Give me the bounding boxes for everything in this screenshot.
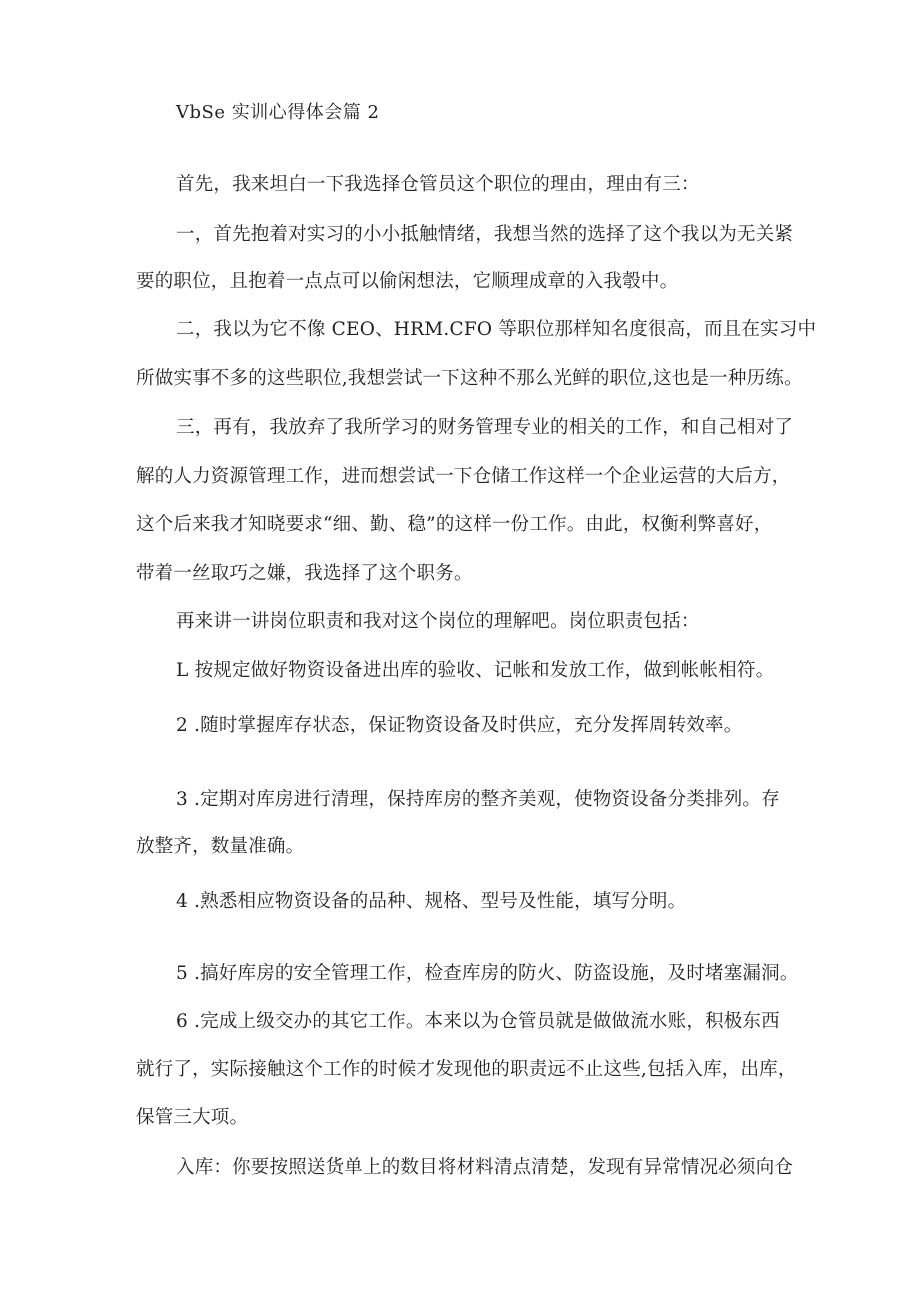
paragraph-line: 就行了，实际接触这个工作的时候才发现他的职责远不止这些,包括入库，出库， [136, 1059, 797, 1080]
paragraph-line: 解的人力资源管理工作，进而想尝试一下仓储工作这样一个企业运营的大后方， [136, 466, 791, 487]
list-item: 3 .定期对库房进行清理，保持库房的整齐美观，使物资设备分类排列。存 [176, 789, 780, 810]
paragraph-line: 一，首先抱着对实习的小小抵触情绪，我想当然的选择了这个我以为无关紧 [176, 224, 794, 245]
paragraph-line: 要的职位，且抱着一点点可以偷闲想法，它顺理成章的入我彀中。 [136, 271, 679, 292]
list-item: 4 .熟悉相应物资设备的品种、规格、型号及性能，填写分明。 [176, 891, 687, 912]
paragraph-line: 二，我以为它不像 CEO、HRM.CFO 等职位那样知名度很高，而且在实习中 [176, 319, 817, 340]
paragraph-line: 入库：你要按照送货单上的数目将材料清点清楚，发现有异常情况必须向仓 [176, 1157, 794, 1178]
list-item: L 按规定做好物资设备进出库的验收、记帐和发放工作，做到帐帐相符。 [176, 660, 775, 681]
paragraph-line: 再来讲一讲岗位职责和我对这个岗位的理解吧。岗位职责包括： [176, 611, 700, 632]
paragraph-line: 首先，我来坦白一下我选择仓管员这个职位的理由，理由有三： [176, 174, 700, 195]
paragraph-line: 这个后来我才知晓要求“细、勤、稳”的这样一份工作。由此，权衡利弊喜好， [136, 514, 773, 535]
paragraph-line: 带着一丝取巧之嫌，我选择了这个职务。 [136, 563, 473, 584]
document-title: VbSe 实训心得体会篇 2 [176, 102, 380, 123]
paragraph-line: 所做实事不多的这些职位,我想尝试一下这种不那么光鲜的职位,这也是一种历练。 [136, 368, 803, 389]
list-item: 5 .搞好库房的安全管理工作，检查库房的防火、防盗设施，及时堵塞漏洞。 [176, 963, 799, 984]
paragraph-line: 三，再有，我放弃了我所学习的财务管理专业的相关的工作，和自己相对了 [176, 417, 794, 438]
list-item: 6 .完成上级交办的其它工作。本来以为仓管员就是做做流水账，积极东西 [176, 1011, 780, 1032]
paragraph-line: 放整齐，数量准确。 [136, 836, 305, 857]
list-item: 2 .随时掌握库存状态，保证物资设备及时供应，充分发挥周转效率。 [176, 715, 743, 736]
paragraph-line: 保管三大项。 [136, 1107, 249, 1128]
